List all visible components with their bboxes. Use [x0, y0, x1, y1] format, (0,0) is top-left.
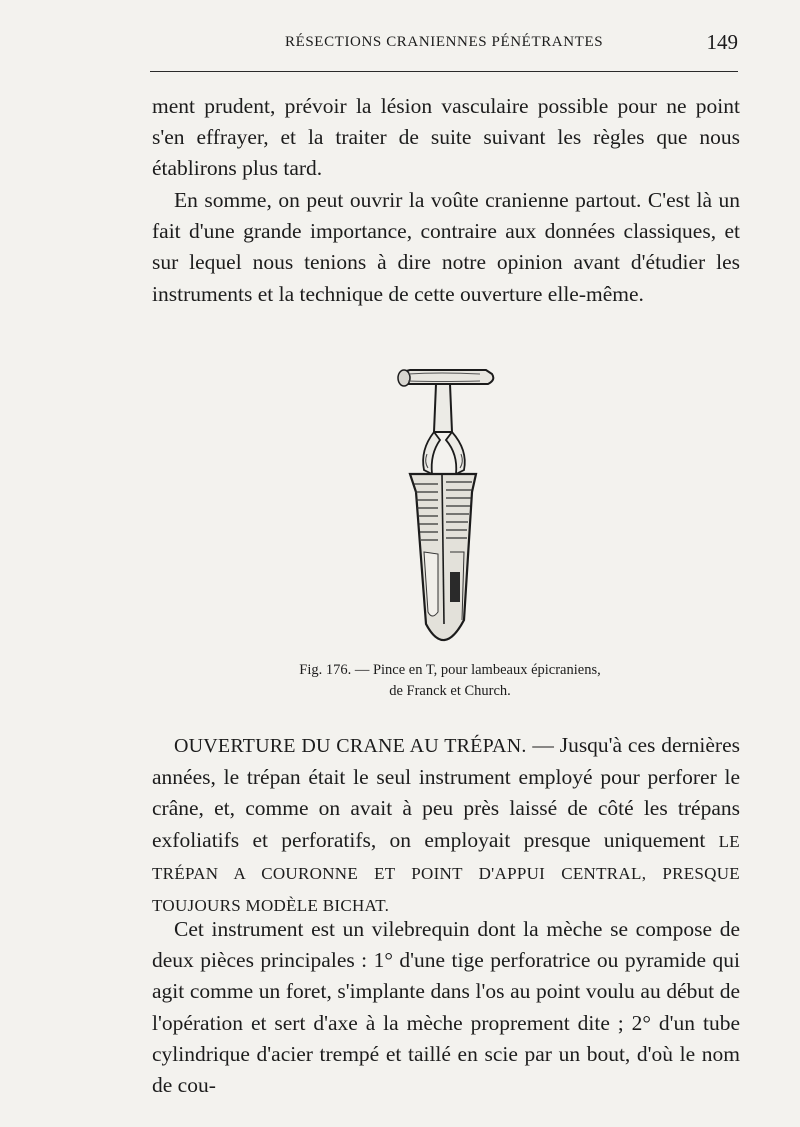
- paragraph-3-smallcaps: LE TRÉPAN A COURONNE ET POINT D'APPUI CENTRAL, PRESQUE TOUJOURS MODÈLE BICHAT.: [152, 831, 740, 916]
- section-heading: OUVERTURE DU CRANE AU TRÉPAN.: [174, 735, 527, 757]
- caption-line-1: Fig. 176. — Pince en T, pour lambeaux épicraniens,: [299, 662, 601, 678]
- header-rule: [150, 71, 738, 72]
- paragraph-2: En somme, on peut ouvrir la voûte cranienne partout. C'est là un fait d'une grande importance, contraire aux données classiques, et sur lequel nous tenions à dire notre opinion avant d'étudier les instruments et la technique de cette ouverture elle-même.: [152, 188, 740, 306]
- paragraph-3: [152, 730, 740, 921]
- figure-caption: [240, 660, 660, 702]
- page-number: 149: [706, 30, 738, 54]
- figure-t-forceps: [380, 362, 510, 652]
- paragraph-3-text: — Jusqu'à ces dernières années, le trépan était le seul instrument employé pour perforer le crâne, et, comme on avait à peu près laissé de côté les trépans exfoliatifs et perforatifs, on employait presque uniquement: [152, 733, 740, 852]
- caption-line-2: de Franck et Church.: [389, 683, 511, 699]
- paragraph-1: ment prudent, prévoir la lésion vasculaire possible pour ne point s'en effrayer, et la traiter de suite suivant les règles que nous établirons plus tard.: [152, 94, 740, 181]
- running-head: [150, 32, 738, 56]
- paragraph-4: Cet instrument est un vilebrequin dont la mèche se compose de deux pièces principales : 1° d'une tige perforatrice ou pyramide qui agit comme un foret, s'implante dans l'os au point voulu au début de l'opération et sert d'axe à la mèche proprement dite ; 2° d'un tube cylindrique d'acier trempé et taillé en scie par un bout, d'où le nom de cou-: [152, 917, 740, 1098]
- t-forceps-illustration: [380, 362, 510, 652]
- running-title: RÉSECTIONS CRANIENNES PÉNÉTRANTES: [285, 34, 604, 50]
